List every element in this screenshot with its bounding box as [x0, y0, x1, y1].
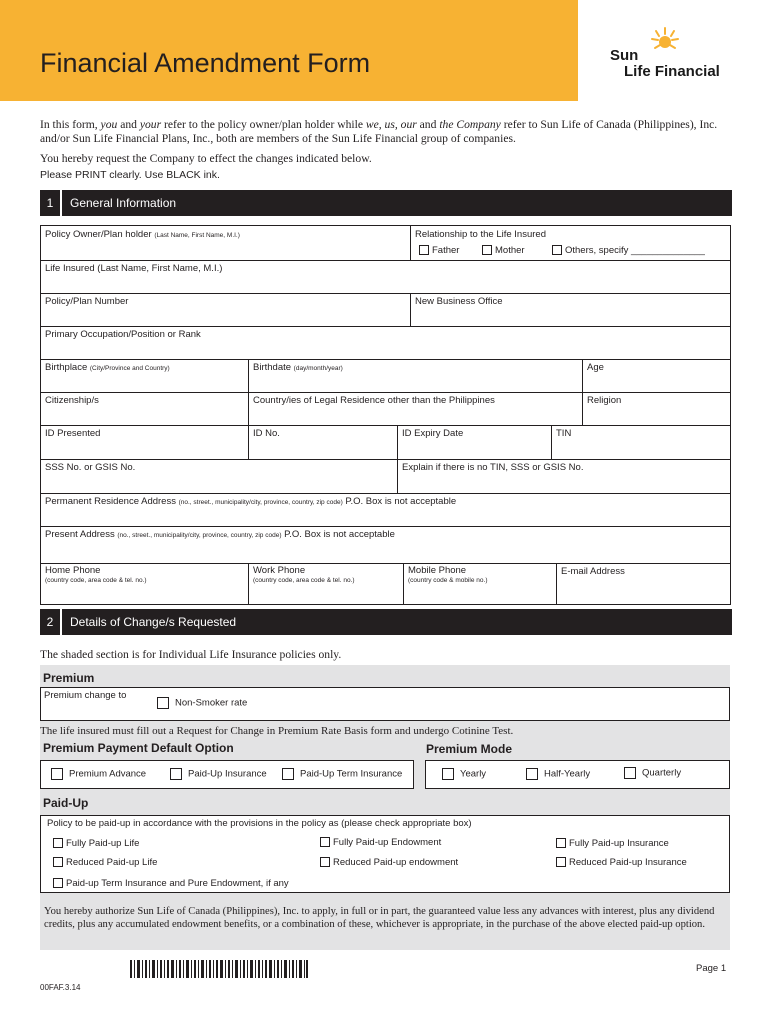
- premium-mode-box: [425, 760, 730, 789]
- reduced-paid-up-insurance-option[interactable]: Reduced Paid-up Insurance: [556, 857, 687, 868]
- non-smoker-checkbox[interactable]: [157, 697, 169, 709]
- section-1-header: [40, 190, 732, 216]
- policy-owner-field[interactable]: Policy Owner/Plan holder (Last Name, First Name, M.I.): [45, 229, 240, 240]
- age-field[interactable]: Age: [587, 362, 604, 373]
- fully-paid-up-endowment-option[interactable]: Fully Paid-up Endowment: [320, 837, 441, 848]
- fully-paid-up-insurance-option[interactable]: Fully Paid-up Insurance: [556, 838, 669, 849]
- citizenship-field[interactable]: Citizenship/s: [45, 395, 99, 406]
- sun-life-logo: [596, 22, 746, 92]
- sss-field[interactable]: SSS No. or GSIS No.: [45, 462, 136, 473]
- premium-change-box: [40, 687, 730, 721]
- paid-up-insurance-checkbox[interactable]: [170, 768, 182, 780]
- premium-advance-option[interactable]: Premium Advance: [51, 768, 146, 780]
- policy-number-field[interactable]: Policy/Plan Number: [45, 296, 129, 307]
- section-2-header: [40, 609, 732, 635]
- section-2-label: Details of Change/s Requested: [70, 615, 237, 629]
- section-1-number: 1: [40, 190, 62, 216]
- premium-advance-checkbox[interactable]: [51, 768, 63, 780]
- shaded-section-note: The shaded section is for Individual Life Insurance policies only.: [40, 648, 342, 661]
- fully-paid-up-life-checkbox[interactable]: [53, 838, 63, 848]
- explain-no-id-field[interactable]: Explain if there is no TIN, SSS or GSIS No.: [402, 462, 584, 473]
- cotinine-note: The life insured must fill out a Request for Change in Premium Rate Basis form and undergo Cotinine Test.: [40, 725, 514, 737]
- religion-field[interactable]: Religion: [587, 395, 622, 406]
- paid-up-term-checkbox[interactable]: [282, 768, 294, 780]
- print-instruction: Please PRINT clearly. Use BLACK ink.: [40, 169, 220, 181]
- id-expiry-field[interactable]: ID Expiry Date: [402, 428, 464, 439]
- permanent-address-field[interactable]: Permanent Residence Address (no., street., municipality/city, province, country, zip code) P.O. Box is not acceptable: [45, 496, 457, 507]
- fully-paid-up-life-option[interactable]: Fully Paid-up Life: [53, 838, 139, 849]
- logo-line-1: Sun: [610, 47, 639, 64]
- yearly-checkbox[interactable]: [442, 768, 454, 780]
- tin-field[interactable]: TIN: [556, 428, 572, 439]
- fully-paid-up-insurance-checkbox[interactable]: [556, 838, 566, 848]
- country-residence-field[interactable]: Country/ies of Legal Residence other than the Philippines: [253, 395, 495, 406]
- fully-paid-up-endowment-checkbox[interactable]: [320, 837, 330, 847]
- paid-up-insurance-option[interactable]: Paid-Up Insurance: [170, 768, 267, 780]
- section-1-label: General Information: [70, 196, 177, 210]
- father-checkbox[interactable]: [419, 245, 429, 255]
- barcode-icon: [130, 960, 308, 978]
- id-presented-field[interactable]: ID Presented: [45, 428, 101, 439]
- individual-life-shaded-section: [40, 665, 730, 950]
- page-number: Page 1: [696, 963, 727, 974]
- life-insured-field[interactable]: Life Insured (Last Name, First Name, M.I.): [45, 263, 223, 274]
- section-2-number: 2: [40, 609, 62, 635]
- yearly-option[interactable]: Yearly: [442, 768, 486, 780]
- home-phone-field[interactable]: Home Phone (country code, area code & tel. no.): [45, 565, 147, 584]
- premium-payment-default-box: [40, 760, 414, 789]
- quarterly-option[interactable]: Quarterly: [624, 767, 681, 779]
- reduced-paid-up-endowment-checkbox[interactable]: [320, 857, 330, 867]
- term-and-endowment-checkbox[interactable]: [53, 878, 63, 888]
- birthplace-field[interactable]: Birthplace (City/Province and Country): [45, 362, 170, 373]
- birthdate-field[interactable]: Birthdate (day/month/year): [253, 362, 343, 373]
- intro-paragraph: In this form, you and your refer to the policy owner/plan holder while we, us, our and the Company refer to Sun Life of Canada (Philippines), Inc. and/or Sun Life Financial Plans, Inc., both are members of the Sun Life Financial group of companies.: [40, 118, 718, 145]
- others-checkbox[interactable]: [552, 245, 562, 255]
- non-smoker-option[interactable]: Non-Smoker rate: [157, 697, 247, 709]
- reduced-paid-up-insurance-checkbox[interactable]: [556, 857, 566, 867]
- paid-up-instruction: Policy to be paid-up in accordance with the provisions in the policy as (please check appropriate box): [47, 818, 472, 829]
- present-address-field[interactable]: Present Address (no., street., municipality/city, province, country, zip code) P.O. Box is not acceptable: [45, 529, 395, 540]
- page-title: Financial Amendment Form: [40, 48, 371, 78]
- others-option[interactable]: Others, specify ______________: [552, 245, 705, 256]
- mother-option[interactable]: Mother: [482, 245, 525, 256]
- premium-heading: Premium: [43, 671, 95, 685]
- half-yearly-option[interactable]: Half-Yearly: [526, 768, 590, 780]
- work-phone-field[interactable]: Work Phone (country code, area code & tel. no.): [253, 565, 355, 584]
- occupation-field[interactable]: Primary Occupation/Position or Rank: [45, 329, 201, 340]
- general-information-grid: [40, 225, 731, 605]
- paid-up-term-option[interactable]: Paid-Up Term Insurance: [282, 768, 402, 780]
- relationship-label: Relationship to the Life Insured: [415, 229, 546, 240]
- reduced-paid-up-endowment-option[interactable]: Reduced Paid-up endowment: [320, 857, 458, 868]
- form-code: 00FAF.3.14: [40, 983, 81, 992]
- premium-mode-heading: Premium Mode: [426, 742, 513, 756]
- logo-line-2: Life Financial: [624, 63, 720, 80]
- email-field[interactable]: E-mail Address: [561, 566, 625, 577]
- mother-checkbox[interactable]: [482, 245, 492, 255]
- new-business-office-field[interactable]: New Business Office: [415, 296, 503, 307]
- authorization-statement: You hereby authorize Sun Life of Canada (Philippines), Inc. to apply, in full or in part, the guaranteed value less any advances with interest, plus any dividend credits, plus any accumulated endowment benefits, or a combination of these, whichever is appropriate, in the purchase of the above elected paid-up option.: [44, 906, 715, 930]
- reduced-paid-up-life-option[interactable]: Reduced Paid-up Life: [53, 857, 157, 868]
- father-option[interactable]: Father: [419, 245, 459, 256]
- mobile-phone-field[interactable]: Mobile Phone (country code & mobile no.): [408, 565, 488, 584]
- quarterly-checkbox[interactable]: [624, 767, 636, 779]
- premium-payment-default-heading: Premium Payment Default Option: [43, 741, 234, 755]
- half-yearly-checkbox[interactable]: [526, 768, 538, 780]
- reduced-paid-up-life-checkbox[interactable]: [53, 857, 63, 867]
- premium-change-label: Premium change to: [44, 690, 127, 701]
- id-number-field[interactable]: ID No.: [253, 428, 280, 439]
- request-statement: You hereby request the Company to effect the changes indicated below.: [40, 152, 372, 165]
- paid-up-options-box: [40, 815, 730, 893]
- term-and-endowment-option[interactable]: Paid-up Term Insurance and Pure Endowment, if any: [53, 878, 289, 889]
- paid-up-heading: Paid-Up: [43, 796, 89, 810]
